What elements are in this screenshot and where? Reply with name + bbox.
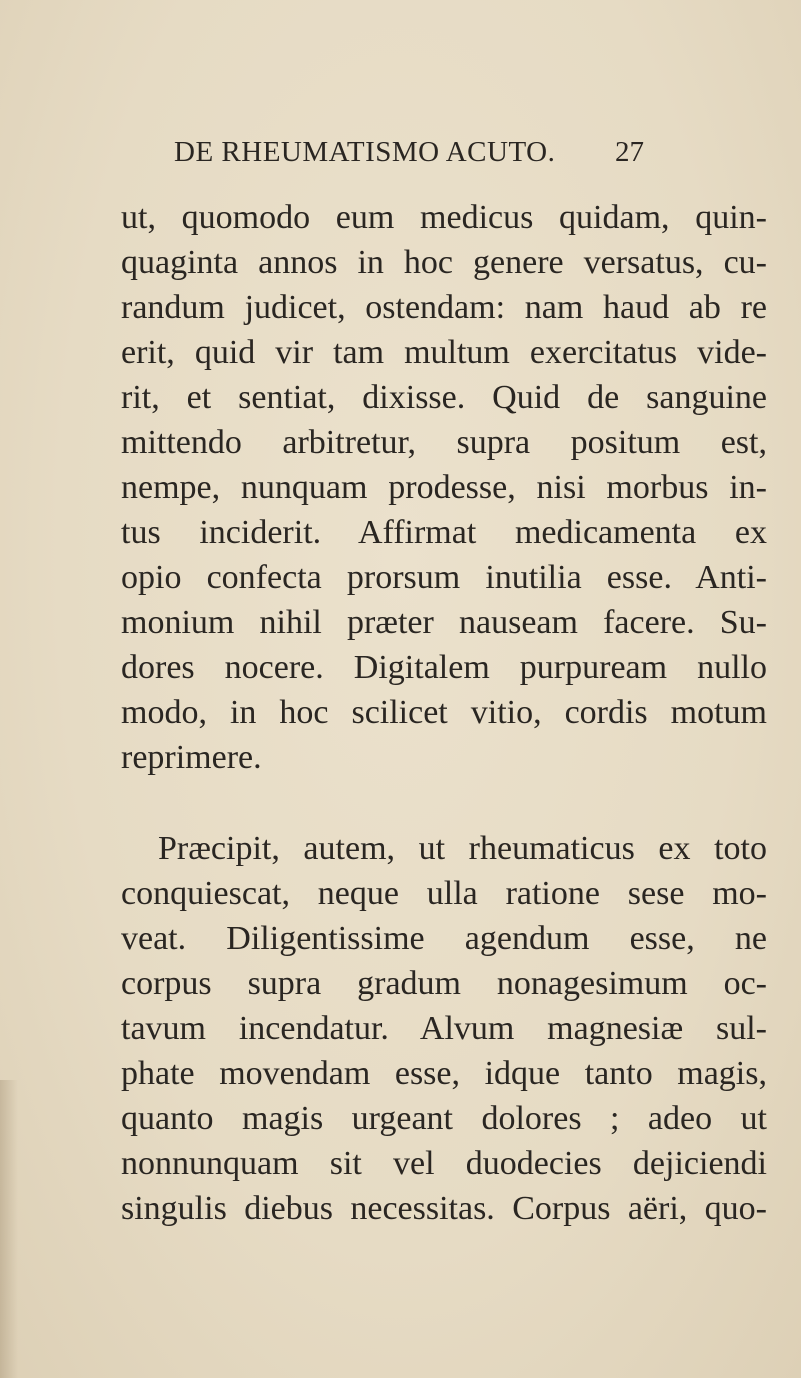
text-line: opio confecta prorsum inutilia esse. Anti-: [121, 559, 767, 596]
text-line: conquiescat, neque ulla ratione sese mo-: [121, 875, 767, 912]
text-line: randum judicet, ostendam: nam haud ab re: [121, 289, 767, 326]
text-line: rit, et sentiat, dixisse. Quid de sanguine: [121, 379, 767, 416]
text-line: corpus supra gradum nonagesimum oc-: [121, 965, 767, 1002]
text-line: veat. Diligentissime agendum esse, ne: [121, 920, 767, 957]
text-line: quaginta annos in hoc genere versatus, cu-: [121, 244, 767, 281]
page-edge-shadow: [0, 1080, 18, 1378]
text-line: nempe, nunquam prodesse, nisi morbus in-: [121, 469, 767, 506]
running-title: DE RHEUMATISMO ACUTO.: [174, 136, 556, 168]
text-line: tus inciderit. Affirmat medicamenta ex: [121, 514, 767, 551]
text-line: dores nocere. Digitalem purpuream nullo: [121, 649, 767, 686]
text-line: quanto magis urgeant dolores ; adeo ut: [121, 1100, 767, 1137]
body-text: [121, 195, 767, 1231]
text-line: nonnunquam sit vel duodecies dejiciendi: [121, 1145, 767, 1182]
text-line: ut, quomodo eum medicus quidam, quin-: [121, 199, 767, 236]
page-header: [174, 136, 644, 176]
text-line: phate movendam esse, idque tanto magis,: [121, 1055, 767, 1092]
paragraph-gap: [121, 780, 767, 826]
text-line: singulis diebus necessitas. Corpus aëri, quo-: [121, 1190, 767, 1227]
text-line: erit, quid vir tam multum exercitatus vide-: [121, 334, 767, 371]
text-line: Præcipit, autem, ut rheumaticus ex toto: [158, 830, 767, 867]
text-line: modo, in hoc scilicet vitio, cordis motum: [121, 694, 767, 731]
text-line: tavum incendatur. Alvum magnesiæ sul-: [121, 1010, 767, 1047]
text-line: reprimere.: [121, 739, 262, 776]
paragraph-2: [121, 826, 767, 1231]
text-line: mittendo arbitretur, supra positum est,: [121, 424, 767, 461]
page-number: 27: [615, 136, 644, 168]
text-line: monium nihil præter nauseam facere. Su-: [121, 604, 767, 641]
paragraph-1: [121, 195, 767, 780]
